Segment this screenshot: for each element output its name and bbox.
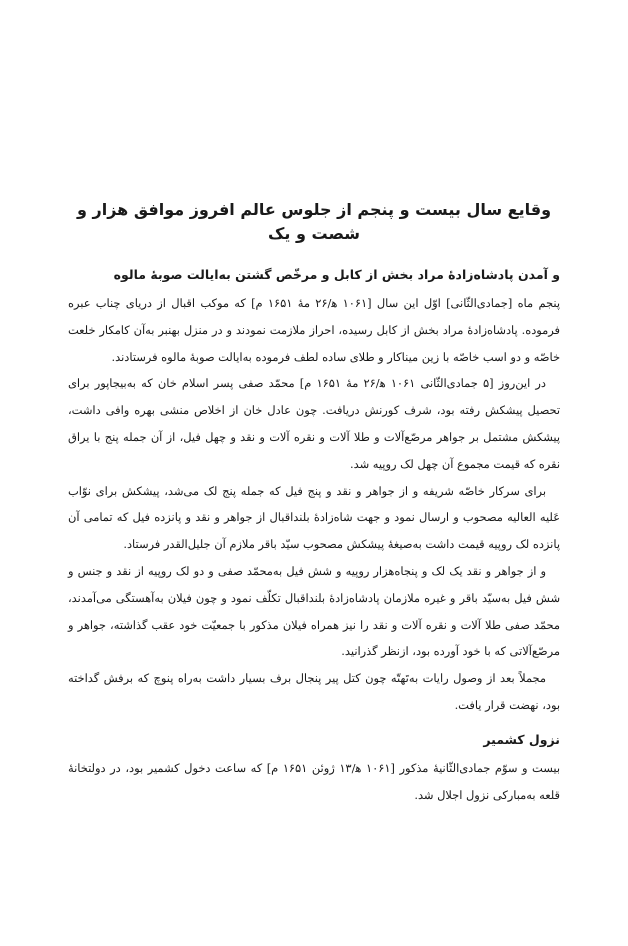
chapter-title: وقایع سال بیست و پنجم از جلوس عالم افروز موافق هزار و شصت و یک (76, 200, 552, 243)
section-heading-kashmir: نزول کشمیر (483, 731, 560, 747)
document-page (68, 198, 560, 808)
paragraph-6: بیست و سوّم جمادی‌الثّانیهٔ مذکور [۱۰۶۱ ه‍/۱۳ ژوئن ۱۶۵۱ م] که ساعت دخول کشمیر بود، در دولتخانهٔ قلعه به‌مبارکی نزول اجلال شد. (68, 760, 561, 802)
paragraph-1: پنجم ماه [جمادی‌الثّانی] اوّل این سال [۱۰۶۱ ه‍/۲۶ مهٔ ۱۶۵۱ م] که موکب اقبال از دریای چناب عبره فرموده. پادشاه‌زادهٔ مراد بخش از کابل رسیده، احراز ملازمت نمودند و در منزل بهنبر به‌آن کامکار خلعت خاصّه و دو اسب خاصّه با زین میناکار و طلای ساده لطف فرموده به‌ایالت صوبهٔ مالوه فرستادند. (68, 296, 560, 364)
paragraph-2: در این‌روز [۵ جمادی‌الثّانی ۱۰۶۱ ه‍/۲۶ مهٔ ۱۶۵۱ م] محمّد صفی پسر اسلام خان که به‌بیجاپور برای تحصیل پیشکش رفته بود، شرف کورنش دریافت. چون عادل خان از اخلاص منشی بهره وافی داشت، پیشکش مشتمل بر جواهر مرصّع‌آلات و طلا آلات و نقره آلات و نقد و چهل فیل، از آن جمله پنج با یراق نقره که قیمت مجموع آن چهل لک روپیه شد. (68, 376, 560, 471)
paragraph-4: و از جواهر و نقد یک لک و پنجاه‌هزار روپیه و شش فیل به‌محمّد صفی و دو لک روپیه از نقد و جنس و شش فیل به‌سیّد باقر و غیره ملازمان پادشاه‌زادهٔ بلنداقبال تکلّف نمود و چون فیلان به‌آهستگی می‌آمدند، محمّد صفی طلا آلات و نقره آلات و نقد را نیز همراه فیلان مذکور با جمعیّت خود عقب گذاشته، جواهر و مرصّع‌آلاتی که با خود آورده بود، ازنظر گذرانید. (68, 563, 560, 659)
paragraph-5: مجملاً بعد از وصول رایات به‌تَهتّه چون کتل پیر پنجال برف بسیار داشت به‌راه پنوچ که برفش گداخته بود، نهضت قرار یافت. (68, 671, 560, 712)
section-subtitle: و آمدن پادشاه‌زادهٔ مراد بخش از کابل و مرخّص گشتن به‌ایالت صوبهٔ مالوه (113, 267, 560, 282)
paragraph-3: برای سرکار خاصّه شریفه و از جواهر و نقد و پنج فیل که جمله پنج لک می‌شد، پیشکش برای نوّاب عَلیه العالیه مصحوب و ارسال نمود و جهت شاه‌زادهٔ بلنداقبال از جواهر و نقد و پانزده فیل که تمامی آن پانزده لک روپیه قیمت داشت به‌صیغهٔ پیشکش مصحوب سیّد باقر ملازم آن جلیل‌القدر فرستاد. (68, 483, 560, 552)
